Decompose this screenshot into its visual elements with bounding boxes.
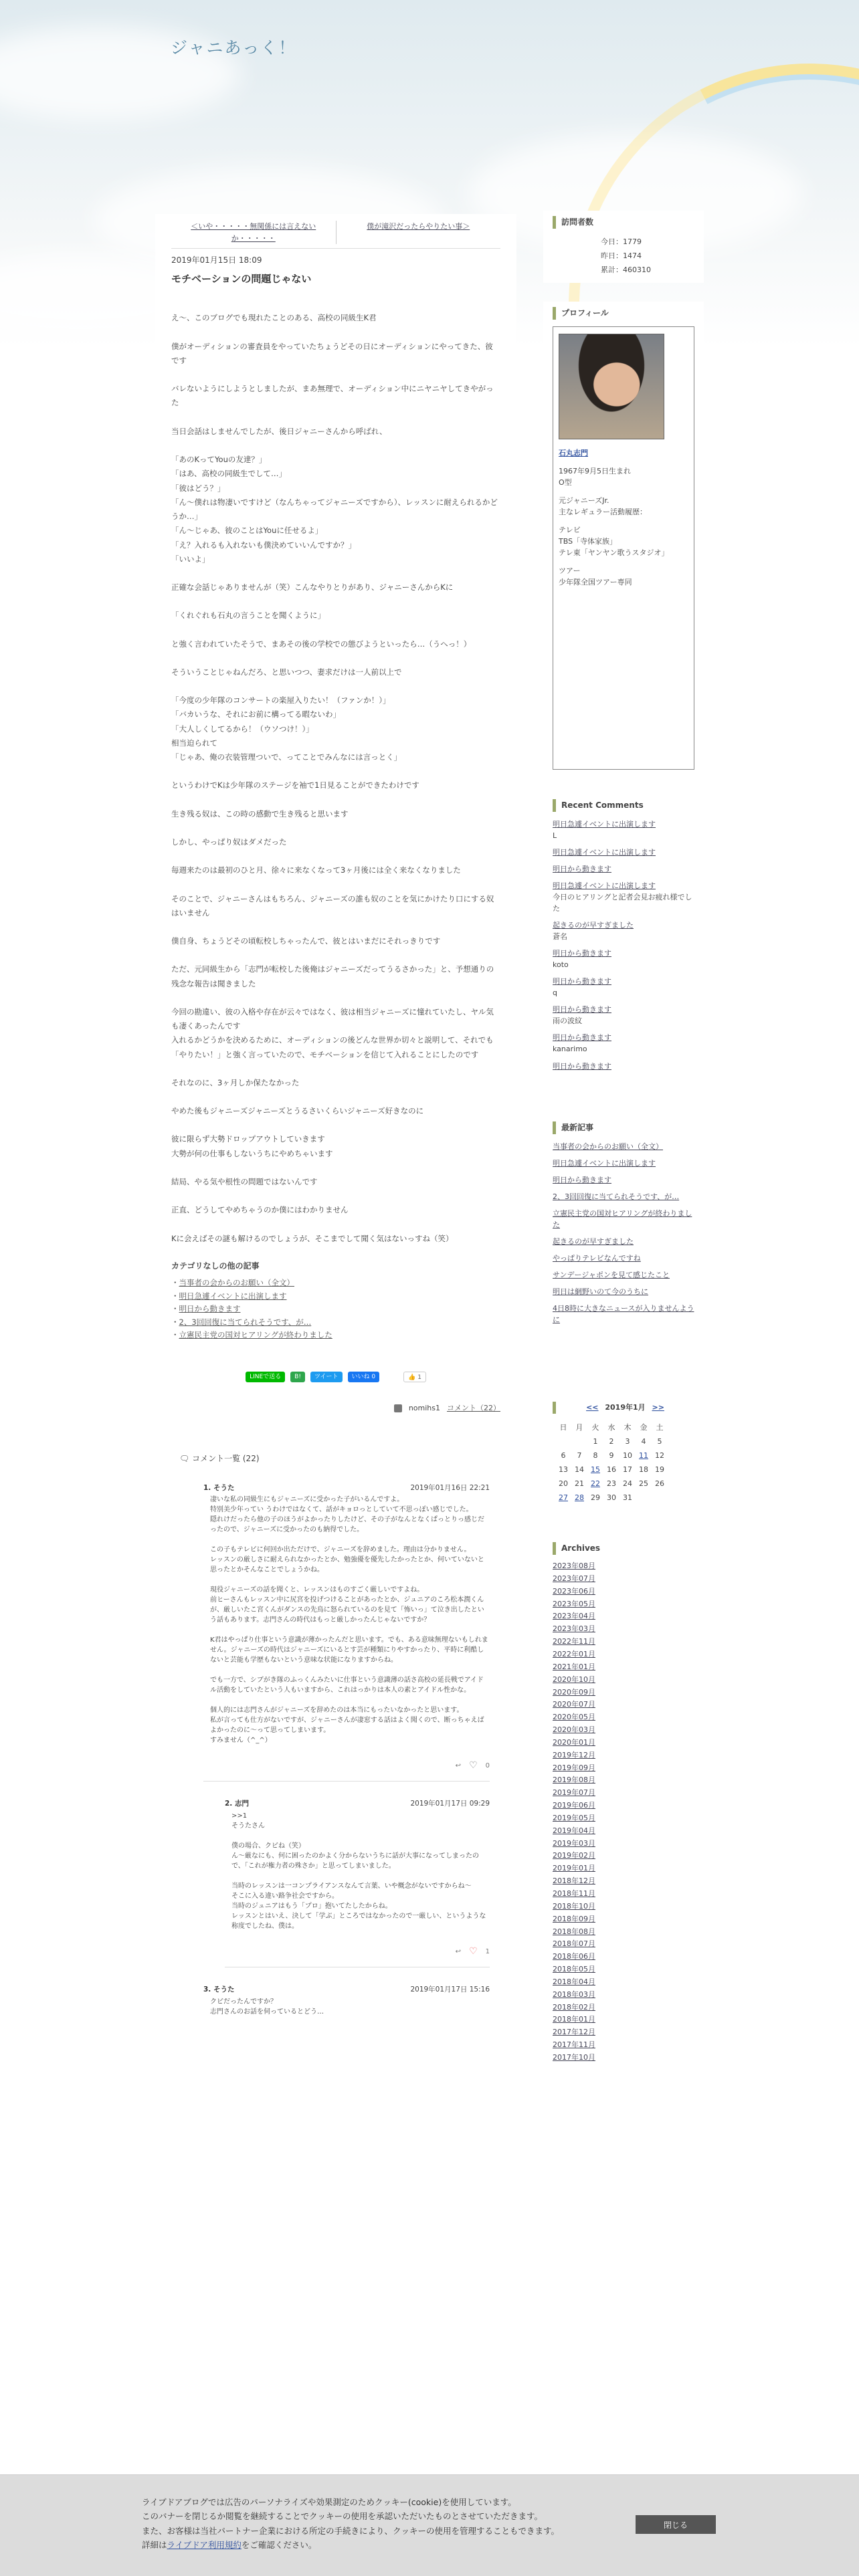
- latest-link[interactable]: 立憲民主党の国対ヒアリングが終わりました: [553, 1208, 692, 1229]
- archive-link[interactable]: 2020年09月: [553, 1687, 595, 1697]
- archive-link[interactable]: 2018年10月: [553, 1901, 595, 1911]
- related-item: ・2、3回回復に当てられそうです、が…: [171, 1317, 312, 1327]
- latest-item: [553, 1253, 694, 1264]
- archive-item: [553, 1826, 694, 1836]
- calendar-day-link[interactable]: 22: [591, 1479, 600, 1488]
- archive-item: [553, 1776, 694, 1786]
- archive-link[interactable]: 2019年05月: [553, 1813, 595, 1822]
- like-count: 0: [485, 1762, 490, 1770]
- archives-heading: Archives: [553, 1542, 694, 1555]
- recent-comment-link[interactable]: 起きるのが早すぎました: [553, 921, 634, 930]
- archive-link[interactable]: 2019年12月: [553, 1750, 595, 1759]
- calendar-day: 10: [623, 1451, 632, 1460]
- archive-link[interactable]: 2018年01月: [553, 2015, 595, 2024]
- article-paragraph: 正確な会話じゃありませんが（笑）こんなやりとりがあり、ジャニーさんからKに: [171, 582, 454, 593]
- calendar-day: 4: [641, 1436, 646, 1446]
- archive-link[interactable]: 2018年05月: [553, 1965, 595, 1974]
- profile-career: 元ジャニーズJr. 主なレギュラー活動履歴：: [559, 496, 647, 517]
- calendar-dow: 水: [607, 1422, 615, 1432]
- article-paragraph: 僕自身、ちょうどその頃転校しちゃったんで、彼とはいまだにそれっきりです: [171, 936, 441, 946]
- archive-link[interactable]: 2019年06月: [553, 1801, 595, 1810]
- latest-item: [553, 1208, 694, 1230]
- archive-item: [553, 1713, 694, 1723]
- latest-link[interactable]: 明日急遽イベントに出演します: [553, 1158, 656, 1168]
- archive-item: [553, 1788, 694, 1798]
- article-paragraph: しかし、やっぱり奴はダメだった: [171, 837, 287, 847]
- calendar-day: 5: [657, 1436, 662, 1446]
- calendar-dow: 木: [624, 1422, 632, 1432]
- calendar-day: 20: [559, 1479, 568, 1488]
- recent-comment-author: 今日のヒアリングと記者会見お疲れ様でした: [553, 892, 692, 913]
- calendar-day: 9: [609, 1451, 614, 1460]
- archive-item: [553, 1814, 694, 1824]
- calendar-day[interactable]: [587, 1463, 603, 1477]
- archive-link[interactable]: 2017年12月: [553, 2028, 595, 2037]
- calendar-day: [636, 1491, 652, 1505]
- calendar-day: [555, 1434, 571, 1448]
- archive-link[interactable]: 2023年05月: [553, 1599, 595, 1608]
- calendar-day: 16: [607, 1465, 616, 1474]
- cookie-line-1: ライブドアブログでは広告のパーソナライズや効果測定のためクッキー(cookie)を使用しています。: [142, 2497, 516, 2507]
- archive-item: [553, 1562, 694, 1572]
- article-paragraph: そのことで、ジャニーさんはもちろん、ジャニーズの誰も奴のことを気にかけたり口にする奴はいません: [171, 893, 494, 918]
- calendar-prev-link[interactable]: <<: [586, 1403, 599, 1412]
- calendar-day: [652, 1491, 668, 1505]
- recent-comment-item: [553, 1061, 694, 1072]
- archive-link[interactable]: 2020年07月: [553, 1700, 595, 1709]
- latest-item: [553, 1158, 694, 1169]
- archive-item: [553, 1839, 694, 1849]
- archive-link[interactable]: 2019年04月: [553, 1826, 595, 1835]
- line-share-button[interactable]: LINEで送る: [246, 1372, 285, 1382]
- recent-comments-heading: Recent Comments: [553, 799, 694, 812]
- archive-item: [553, 1801, 694, 1811]
- calendar-day: [571, 1434, 587, 1448]
- recent-comment-link[interactable]: 明日急遽イベントに出演します: [553, 847, 656, 857]
- archive-link[interactable]: 2021年01月: [553, 1662, 595, 1671]
- cookie-line-4-pre: 詳細は: [142, 2539, 167, 2550]
- archive-item: [553, 1688, 694, 1698]
- recent-comment-author: L: [553, 831, 557, 840]
- comment-time: 2019年01月16日 22:21: [410, 1483, 490, 1492]
- profile-avatar: [559, 334, 664, 439]
- archive-link[interactable]: 2023年08月: [553, 1562, 595, 1571]
- cookie-banner: [0, 2474, 859, 2576]
- recent-comment-item: [553, 819, 694, 841]
- latest-link[interactable]: 明日から動きます: [553, 1175, 611, 1184]
- archive-item: [553, 1624, 694, 1634]
- comment: [203, 1985, 490, 2017]
- archive-link[interactable]: 2023年04月: [553, 1612, 595, 1621]
- related-item: ・明日急遽イベントに出演します: [171, 1291, 287, 1301]
- latest-link[interactable]: 2、3回回復に当てられそうです、が…: [553, 1192, 680, 1201]
- related-list: [171, 1277, 500, 1342]
- article-paragraph: 生き残る奴は、この時の感動で生き残ると思います: [171, 809, 349, 819]
- article-date: 2019年01月15日 18:09: [171, 255, 262, 265]
- visits-today: 今日：1779: [601, 237, 642, 247]
- profile-tour: ツアー 少年隊全国ツアー専同: [559, 566, 632, 587]
- archive-link[interactable]: 2019年01月: [553, 1864, 595, 1873]
- calendar-day[interactable]: [571, 1491, 587, 1505]
- archive-link[interactable]: 2019年09月: [553, 1763, 595, 1772]
- recent-comment-link[interactable]: 明日から動きます: [553, 1033, 611, 1043]
- calendar-day: 2: [609, 1436, 614, 1446]
- reply-icon[interactable]: ↩: [455, 1762, 462, 1770]
- comment-author: 1. そうた: [203, 1483, 235, 1492]
- calendar-day: 18: [639, 1465, 648, 1474]
- archive-link[interactable]: 2020年03月: [553, 1725, 595, 1735]
- recent-comment-author: koto: [553, 960, 569, 970]
- tweet-button[interactable]: ツイート: [310, 1372, 343, 1382]
- archive-item: [553, 1725, 694, 1735]
- comment-author: 3. そうた: [203, 1985, 235, 1994]
- recent-comment-item: [553, 1004, 694, 1027]
- cookie-line-3: また、お客様は当社パートナー企業における所定の手続きにより、クッキーの使用を管理することもできます。: [142, 2525, 560, 2536]
- article-paragraph: 結局、やる気や根性の問題ではないんです: [171, 1177, 318, 1186]
- related-item: ・当事者の会からのお願い（全文）: [171, 1277, 294, 1287]
- article-paragraph: それなのに、3ヶ月しか保たなかった: [171, 1077, 300, 1087]
- next-article-link[interactable]: 僕が滝沢だったらやりたい事＞: [367, 222, 470, 231]
- cookie-line-4-post: をご確認ください。: [241, 2539, 317, 2550]
- recent-comment-author: q: [553, 988, 557, 998]
- calendar-day: 3: [625, 1436, 630, 1446]
- recent-comment-item: [553, 863, 694, 875]
- calendar-day: 8: [593, 1451, 598, 1460]
- comment: [203, 1483, 490, 1782]
- archive-item: [553, 1864, 694, 1874]
- archive-item: [553, 1939, 694, 1949]
- archive-item: [553, 1915, 694, 1925]
- archive-link[interactable]: 2018年12月: [553, 1876, 595, 1886]
- latest-item: [553, 1269, 694, 1281]
- related-link[interactable]: 当事者の会からのお願い（全文）: [179, 1277, 294, 1287]
- article-paragraph: やめた後もジャニーズジャニーズとうるさいくらいジャニーズ好きなのに: [171, 1106, 424, 1116]
- calendar-dow: 火: [591, 1422, 599, 1432]
- article-paragraph: ただ、元同級生から「志門が転校した後俺はジャニーズだってうるさかった」と、予想通りの残念な報告は聞きました: [171, 964, 494, 988]
- archive-link[interactable]: 2019年02月: [553, 1851, 595, 1860]
- recent-comment-author: kanarimo: [553, 1045, 587, 1054]
- recent-comment-item: [553, 880, 694, 914]
- recent-comment-link[interactable]: 明日急遽イベントに出演します: [553, 881, 656, 890]
- archive-item: [553, 1889, 694, 1899]
- calendar-day: 23: [607, 1479, 616, 1488]
- archive-item: [553, 1637, 694, 1647]
- recent-comment-link[interactable]: 明日急遽イベントに出演します: [553, 819, 656, 829]
- calendar-dow: 金: [640, 1422, 648, 1432]
- latest-item: [553, 1191, 694, 1202]
- calendar-day: 21: [575, 1479, 584, 1488]
- author-icon: [394, 1404, 402, 1412]
- calendar-day: 31: [623, 1493, 632, 1502]
- recent-comment-link[interactable]: 明日から動きます: [553, 864, 611, 873]
- like-button[interactable]: 👍 1: [403, 1372, 426, 1382]
- comment-author: 2. 志門: [225, 1800, 249, 1808]
- archive-link[interactable]: 2018年03月: [553, 1990, 595, 1999]
- calendar-day: 26: [655, 1479, 664, 1488]
- calendar-day: 13: [559, 1465, 568, 1474]
- calendar-next-link[interactable]: >>: [652, 1403, 664, 1412]
- article-body: [171, 311, 500, 1245]
- calendar-day: 6: [561, 1451, 566, 1460]
- visits-total: 累計：460310: [601, 265, 651, 274]
- article-paragraph: 「あのKってYouの友達？」 「はあ、高校の同級生でして…」 「彼はどう？」 「ん〜僕れは物凄いですけど（なんちゃってジャニーズですから）、レッスンに耐えられるかどうか…」 「ん〜じゃあ、彼のことはYouに任せるよ」 「え？入れるも入れないも僕決めていいんですか？」 「いいよ」: [171, 454, 498, 564]
- archive-item: [553, 1977, 694, 1988]
- comment-icon: 🗨: [179, 1454, 190, 1464]
- visitor-counter: [543, 211, 704, 283]
- calendar-day-link[interactable]: 27: [559, 1493, 568, 1502]
- archive-link[interactable]: 2017年10月: [553, 2052, 595, 2062]
- latest-item: [553, 1236, 694, 1247]
- latest-posts: [543, 1116, 704, 1337]
- calendar-day: 7: [577, 1451, 582, 1460]
- visits-heading: 訪問者数: [553, 216, 694, 229]
- recent-comment-link[interactable]: 明日から動きます: [553, 977, 611, 986]
- article-paragraph: 「くれぐれも石丸の言うことを聞くように」: [171, 611, 325, 621]
- visits-yesterday: 昨日：1474: [601, 251, 642, 261]
- calendar-day[interactable]: [555, 1491, 571, 1505]
- article-footer: [171, 1402, 500, 1414]
- article-paragraph: バレないようにしようとしましたが、まあ無理で、オーディション中にニヤニヤしてきやがった: [171, 384, 494, 408]
- prev-article-link[interactable]: ＜いや・・・・・無関係には言えない か・・・・・: [171, 221, 337, 244]
- archive-item: [553, 1902, 694, 1912]
- archive-item: [553, 1600, 694, 1610]
- site-title[interactable]: ジャニあっく！: [171, 38, 297, 58]
- article-paragraph: そういうことじゃねんだろ、と思いつつ、妻求だけは一人前以上で: [171, 667, 402, 677]
- archive-link[interactable]: 2020年01月: [553, 1737, 595, 1747]
- calendar-day: 25: [639, 1479, 648, 1488]
- article-paragraph: 「今度の少年隊のコンサートの楽屋入りたい！（ファンか！）」 「バカいうな、それにお前に構ってる暇ないわ」 「大人しくしてるから！（ウソつけ！）」 相当迫られて 「じゃあ、俺の衣装管理ついで、ってことでみんなには言っとく」: [171, 695, 402, 762]
- calendar-day: 17: [623, 1465, 632, 1474]
- comment-text: >>1 そうたさん 僕の場合、クビね（笑） ん〜厳なにも、何に困ったのかよく分からないうちに話が大事になってしまったので、「これが権力者の殊さか」と思ってしまいました。 当時のレッスンは一コンプライアンスなんて言葉、いや概念がないですからね〜 そこに入る違い路争社会ですから。 当時のジュニアはもう「プロ」抱いてたしたからね。 レッスンとはいえ、決して「学ぶ」ところではなかったので一厳しい、というような称度でしたね、僕は。: [231, 1812, 486, 1930]
- related-heading: カテゴリなしの他の記事: [171, 1261, 260, 1271]
- comment-text: クビだったんですか？ 志門さんのお話を伺っているとどう…: [210, 1998, 324, 2016]
- latest-item: [553, 1286, 694, 1297]
- calendar-day: 30: [607, 1493, 616, 1502]
- calendar-day: 1: [593, 1436, 598, 1446]
- archive-link[interactable]: 2018年02月: [553, 2002, 595, 2012]
- archive-link[interactable]: 2018年09月: [553, 1914, 595, 1923]
- archive-item: [553, 1574, 694, 1584]
- cookie-line-2: このバナーを閉じるか閲覧を継続することでクッキーの使用を承認いただいたものとさせていただきます。: [142, 2511, 543, 2522]
- comment-count-link[interactable]: コメント（22）: [447, 1403, 500, 1412]
- archive-item: [553, 1662, 694, 1673]
- archive-link[interactable]: 2022年11月: [553, 1637, 595, 1646]
- calendar-day: 14: [575, 1465, 584, 1474]
- article-pager: [171, 221, 500, 249]
- calendar-day-link[interactable]: 28: [575, 1493, 584, 1502]
- archive-item: [553, 1650, 694, 1660]
- recent-comment-author: 蒼名: [553, 932, 567, 942]
- article-paragraph: 僕がオーディションの審査員をやっていたちょうどその日にオーディションにやってきた、彼です: [171, 341, 493, 365]
- calendar-day-link[interactable]: 11: [639, 1451, 648, 1460]
- archive-item: [553, 1612, 694, 1622]
- calendar-day: 19: [655, 1465, 664, 1474]
- latest-item: [553, 1174, 694, 1186]
- reply-icon[interactable]: ↩: [455, 1948, 462, 1955]
- profile-heading: プロフィール: [553, 307, 694, 320]
- archive-item: [553, 1927, 694, 1937]
- calendar-table: [555, 1420, 668, 1505]
- profile-born: 1967年9月5日生まれ O型: [559, 467, 631, 488]
- author-name[interactable]: nomihs1: [408, 1403, 440, 1412]
- recent-comment-link[interactable]: 明日から動きます: [553, 1061, 611, 1071]
- comments-list: [171, 1483, 500, 2017]
- archive-link[interactable]: 2022年01月: [553, 1649, 595, 1658]
- comments-heading-text: コメント一覧 (22): [192, 1454, 260, 1464]
- calendar-day[interactable]: [587, 1477, 603, 1491]
- latest-link[interactable]: やっぱりテレビなんですね: [553, 1254, 641, 1263]
- archive-link[interactable]: 2019年03月: [553, 1838, 595, 1848]
- latest-heading: 最新記事: [553, 1121, 694, 1134]
- recent-comment-link[interactable]: 明日から動きます: [553, 1005, 611, 1014]
- latest-item: [553, 1141, 694, 1152]
- calendar-day: 24: [623, 1479, 632, 1488]
- archive-item: [553, 1851, 694, 1861]
- archive-item: [553, 1763, 694, 1774]
- archive-item: [553, 1876, 694, 1887]
- archive-item: [553, 2028, 694, 2038]
- article-paragraph: 今回の勘違い、彼の入格や存在が云々ではなく、彼は相当ジャニーズに憧れていたし、ヤル気も凄くあったんです 入れるかどうかを決めるために、オーディションの後どんな世界か切々と説明して、それでも「やりたい！」と強く言っていたので、モチベーションを信じて入れることにしたのです: [171, 1006, 494, 1059]
- article-paragraph: というわけでKは少年隊のステージを袖で1日見ることができたわけです: [171, 780, 419, 790]
- archive-item: [553, 1700, 694, 1710]
- hatena-button[interactable]: B!: [290, 1372, 305, 1382]
- archive-link[interactable]: 2017年11月: [553, 2040, 595, 2050]
- heart-icon[interactable]: ♡: [469, 1760, 478, 1772]
- article-paragraph: 毎週来たのは最初のひと月、徐々に来なくなって3ヶ月後には全く来なくなりました: [171, 865, 461, 875]
- calendar-day-link[interactable]: 15: [591, 1465, 600, 1474]
- profile-tv: テレビ TBS「寺体家族」 テレ東「ヤンヤン歌うスタジオ」: [559, 526, 669, 558]
- facebook-like-button[interactable]: いいね 0: [348, 1372, 380, 1382]
- related-item: ・立憲民主党の国対ヒアリングが終わりました: [171, 1330, 332, 1340]
- comment-time: 2019年01月17日 15:16: [410, 1985, 490, 1994]
- article-paragraph: 当日会話はしませんでしたが、後日ジャニーさんから呼ばれ、: [171, 426, 387, 436]
- calendar-dow: 日: [559, 1422, 567, 1432]
- archive-item: [553, 1751, 694, 1761]
- article-paragraph: 正直、どうしてやめちゃうのか僕にはわかりません: [171, 1205, 349, 1215]
- recent-comment-item: [553, 1032, 694, 1055]
- archive-item: [553, 1952, 694, 1962]
- related-link[interactable]: 2、3回回復に当てられそうです、が…: [179, 1317, 312, 1327]
- recent-comment-author: 雨の波紋: [553, 1016, 582, 1026]
- archive-link[interactable]: 2019年08月: [553, 1776, 595, 1785]
- latest-link[interactable]: 起きるのが早すぎました: [553, 1237, 634, 1247]
- recent-comment-item: [553, 920, 694, 942]
- calendar-day[interactable]: [636, 1448, 652, 1463]
- article-paragraph: え〜、このブログでも現れたことのある、高校の同級生K君: [171, 313, 377, 323]
- archive-item: [553, 1738, 694, 1748]
- comments-heading: [179, 1453, 500, 1465]
- recent-comments: [543, 794, 704, 1083]
- terms-link[interactable]: ライブドア利用規約: [167, 2539, 242, 2550]
- related-item: ・明日から動きます: [171, 1304, 241, 1314]
- calendar-dow: 月: [575, 1422, 583, 1432]
- archive-link[interactable]: 2018年07月: [553, 1939, 595, 1949]
- sidebar: [543, 211, 704, 2090]
- archive-item: [553, 1675, 694, 1685]
- archive-link[interactable]: 2018年06月: [553, 1952, 595, 1961]
- archive-link[interactable]: 2020年10月: [553, 1675, 595, 1684]
- comment: [225, 1799, 490, 1967]
- archive-item: [553, 2040, 694, 2050]
- archive-link[interactable]: 2023年03月: [553, 1624, 595, 1634]
- comment-text: 凄いな私の同級生にもジャニーズに受かった子がいるんですよ。 特別美少年ってい うわけではなくて、話がキョロっとしていて不思っぽい感じでした。 隠れけだったら他の子のほうがよかったりしたけど、その子がなんとなくぱっとりっ感じだったので、ジャニーズに受かったのも納得でした。 この子もテレビに何回か出ただけで、ジャニーズを辞めました。理由は分かりません。 レッスンの厳しさに耐えられなかったとか、勉強優を優先したかったとか、何いていないと思ったとかそんなことでしょうかね。 現役ジャニーズの話を聞くと、レッスンはものすごく厳しいですよね。 前ヒーさんもレッスン中に尻宮を投げつけることがあったとか、ジュニアのころ松本潤くんが、厳しいたこ宮くんがダンスの先鳥に怒られているのを見て「怖いっ」て泣き出したという話もあります。志門さんの時代はもっと厳しかったんじゃないですか？ K君はやっぱり仕事という意識が薄かったんだと思います。でも、ある意味無理ないもしれません。ジャニーズの時代はジャニーズにいるとす芸が種類にりやすかったり、平時に利酷しないと芸能も学歴もないという意味な状能になりますからね。 でも一方で、シブがき隊のふっくんみたいに仕事という意識薄の話さ高校の延長戦でアイドル活動をしていたという人もいますから、これはっかりは本人の素とアイドル性かな。 個人的には志門さんがジャニーズを辞めたのは本当にもったいなかったと思います。 私が言っても仕方がないですが、ジャニーさんが凄窓する話はよく聞くので、断っちゃえばよかったのに〜って思ってしまいます。 すみません（^_^）: [210, 1496, 488, 1745]
- latest-item: [553, 1303, 694, 1325]
- article-paragraph: 彼に限らず大勢ドロップアウトしていきます 大勢が何の仕事もしないうちにやめちゃいます: [171, 1134, 333, 1158]
- archive-link[interactable]: 2019年07月: [553, 1788, 595, 1798]
- latest-link[interactable]: 明日は網野いのて今のうちに: [553, 1287, 648, 1297]
- archive-item: [553, 2053, 694, 2063]
- related-link[interactable]: 立憲民主党の国対ヒアリングが終わりました: [179, 1330, 332, 1340]
- latest-link[interactable]: 当事者の会からのお願い（全文）: [553, 1142, 663, 1151]
- archive-link[interactable]: 2023年07月: [553, 1574, 595, 1583]
- article-paragraph: と強く言われていたそうで、まあその後の学校での態びようといったら…（うへっ！）: [171, 639, 472, 649]
- article-paragraph: Kに会えばその謎も解けるのでしょうが、そこまでして聞く気はないっすね（笑）: [171, 1233, 454, 1243]
- main-article: [155, 214, 516, 2037]
- archive-item: [553, 1965, 694, 1975]
- calendar-day: 12: [655, 1451, 664, 1460]
- related-link[interactable]: 明日から動きます: [179, 1304, 241, 1314]
- archive-link[interactable]: 2020年05月: [553, 1713, 595, 1722]
- recent-comment-item: [553, 976, 694, 998]
- like-count: 1: [485, 1948, 490, 1955]
- archive-link[interactable]: 2018年08月: [553, 1927, 595, 1936]
- profile-box: [543, 302, 704, 775]
- archive-item: [553, 2015, 694, 2025]
- latest-link[interactable]: サンデージャポンを見て感じたこと: [553, 1271, 670, 1280]
- archive-item: [553, 1587, 694, 1597]
- archive-link[interactable]: 2018年11月: [553, 1889, 595, 1899]
- archive-link[interactable]: 2018年04月: [553, 1977, 595, 1986]
- calendar: [543, 1396, 704, 1510]
- article-title: モチベーションの問題じゃない: [171, 273, 312, 286]
- calendar-title: 2019年1月: [605, 1403, 646, 1412]
- comment-time: 2019年01月17日 09:29: [410, 1800, 490, 1808]
- recent-comment-link[interactable]: 明日から動きます: [553, 949, 611, 958]
- share-bar: [171, 1372, 500, 1382]
- calendar-day: 29: [591, 1493, 600, 1502]
- recent-comment-item: [553, 948, 694, 970]
- recent-comment-item: [553, 847, 694, 858]
- archive-item: [553, 2003, 694, 2013]
- latest-link[interactable]: 4日8時に大きなニュースが入りませんように: [553, 1304, 694, 1325]
- archive-item: [553, 1990, 694, 2000]
- profile-name[interactable]: 石丸志門: [559, 449, 588, 458]
- archives: [543, 1537, 704, 2071]
- archive-link[interactable]: 2023年06月: [553, 1586, 595, 1596]
- cookie-close-button[interactable]: 閉じる: [636, 2515, 716, 2534]
- calendar-dow: 土: [656, 1422, 664, 1432]
- related-link[interactable]: 明日急遽イベントに出演します: [179, 1291, 287, 1301]
- heart-icon[interactable]: ♡: [469, 1946, 478, 1957]
